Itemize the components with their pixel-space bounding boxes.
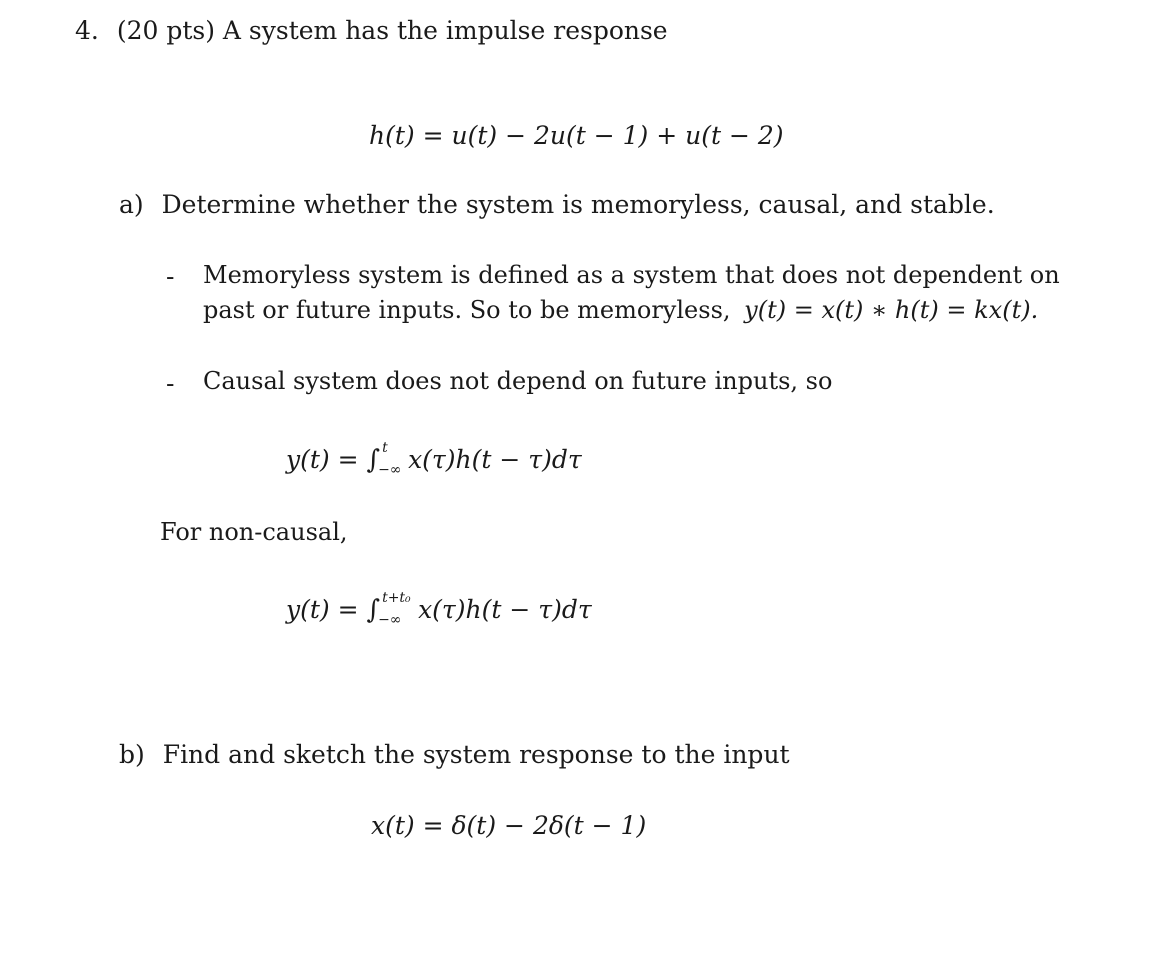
integral-icon: ∫ bbox=[366, 445, 381, 475]
memoryless-equation: y(t) = x(t) ∗ h(t) = kx(t). bbox=[744, 296, 1039, 324]
bullet-marker: - bbox=[166, 369, 175, 398]
memoryless-line-2 bbox=[203, 295, 1038, 325]
noncausal-lower-limit: −∞ bbox=[378, 612, 402, 628]
causal-eq-body: x(τ)h(t − τ)dτ bbox=[408, 445, 582, 474]
noncausal-limits bbox=[378, 590, 416, 628]
part-b-label: b) bbox=[119, 740, 145, 769]
integral-icon: ∫ bbox=[366, 595, 381, 625]
part-a-label: a) bbox=[119, 190, 144, 219]
impulse-response-equation: h(t) = u(t) − 2u(t − 1) + u(t − 2) bbox=[369, 121, 784, 150]
part-a-question bbox=[119, 190, 995, 220]
causal-equation bbox=[286, 440, 582, 478]
causal-eq-lhs: y(t) = bbox=[286, 445, 359, 474]
problem-number: 4. bbox=[75, 16, 99, 45]
input-equation: x(t) = δ(t) − 2δ(t − 1) bbox=[371, 811, 647, 840]
noncausal-text: For non-causal, bbox=[160, 518, 348, 546]
noncausal-eq-body: x(τ)h(t − τ)dτ bbox=[418, 595, 592, 624]
problem-points: (20 pts) bbox=[116, 16, 215, 45]
causal-lower-limit: −∞ bbox=[378, 462, 402, 478]
memoryless-text: past or future inputs. So to be memoryless, bbox=[203, 296, 731, 324]
bullet-marker: - bbox=[166, 262, 175, 291]
noncausal-upper-limit: t+t₀ bbox=[382, 590, 411, 606]
part-a-text: Determine whether the system is memoryless, causal, and stable. bbox=[161, 190, 995, 219]
part-b-question bbox=[119, 740, 790, 770]
noncausal-eq-lhs: y(t) = bbox=[286, 595, 359, 624]
noncausal-equation bbox=[286, 590, 592, 628]
causal-upper-limit: t bbox=[382, 440, 388, 456]
causal-text: Causal system does not depend on future inputs, so bbox=[203, 367, 833, 395]
part-b-text: Find and sketch the system response to the input bbox=[162, 740, 790, 769]
memoryless-line-1: Memoryless system is defined as a system that does not dependent on bbox=[203, 261, 1060, 289]
causal-limits bbox=[378, 440, 416, 478]
problem-header bbox=[75, 16, 668, 46]
problem-statement: A system has the impulse response bbox=[222, 16, 668, 45]
